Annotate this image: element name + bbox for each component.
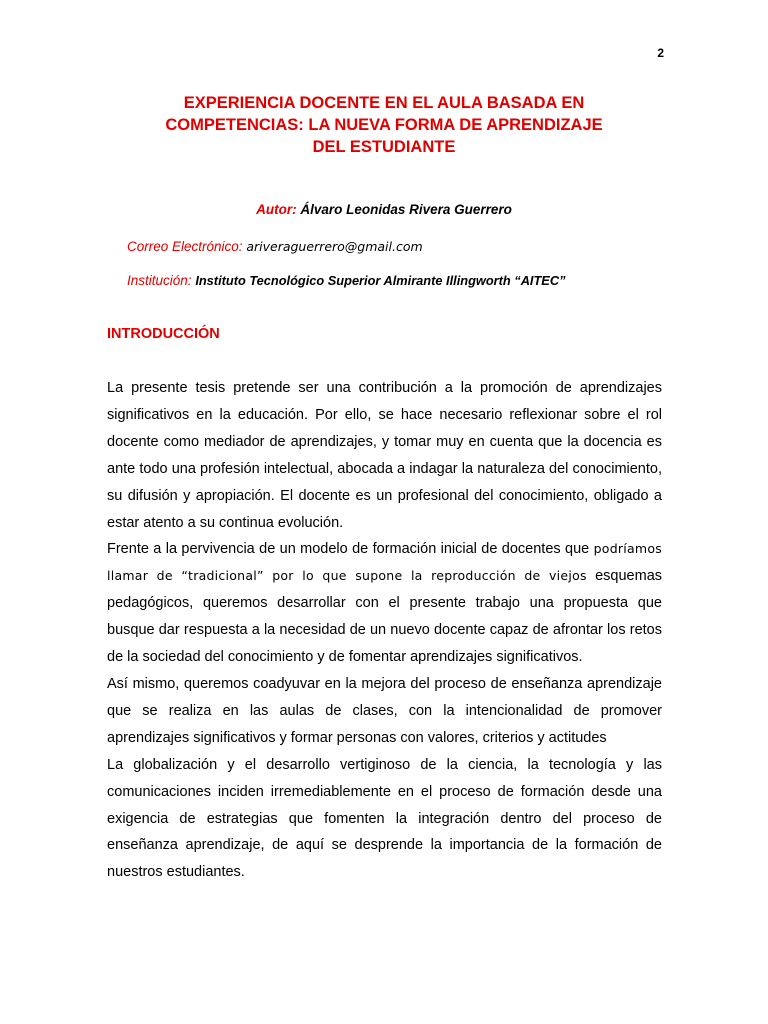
email-value: ariveraguerrero@gmail.com [246,239,423,254]
author-line [100,202,668,217]
paragraph-segment: esquemas pedagógicos, queremos desarrollar con el presente trabajo una propuesta que busque dar respuesta a la necesidad de un nuevo docente capaz de afrontar los retos de la sociedad del conocimiento y de fomentar aprendizajes significativos. [107,568,663,666]
paragraph-segment: Frente a la pervivencia de un modelo de formación inicial de docentes que [107,541,590,558]
paragraph-segment: podríamos llamar de “tradicional” por lo que supone la reproducción de viejos [107,541,663,584]
page-number: 2 [657,46,664,60]
document-title [100,92,668,158]
email-label: Correo Electrónico: [127,239,243,254]
title-line: DEL ESTUDIANTE [312,138,456,156]
paragraph: La presente tesis pretende ser una contribución a la promoción de aprendizajes significativos en la educación. Por ello, se hace necesario reflexionar sobre el rol docente como mediador de aprendizajes, y tomar muy en cuenta que la docencia es ante todo una profesión intelectual, abocada a indagar la naturaleza del conocimiento, su difusión y apropiación. El docente es un profesional del conocimiento, obligado a estar atento a su continua evolución. [107,380,662,531]
title-line: EXPERIENCIA DOCENTE EN EL AULA BASADA EN [183,94,585,112]
paragraph: La globalización y el desarrollo vertiginoso de la ciencia, la tecnología y las comunicaciones inciden irremediablemente en el proceso de formación desde una exigencia de estrategias que fomenten la integración dentro del proceso de enseñanza aprendizaje, de aquí se desprende la importancia de la formación de nuestros estudiantes. [107,756,662,881]
author-name: Álvaro Leonidas Rivera Guerrero [300,202,512,217]
title-line: COMPETENCIAS: LA NUEVA FORMA DE APRENDIZAJE [165,116,603,134]
author-label: Autor: [256,202,297,217]
paragraph: Así mismo, queremos coadyuvar en la mejora del proceso de enseñanza aprendizaje que se realiza en las aulas de clases, con la intencionalidad de promover aprendizajes significativos y formar personas con valores, criterios y actitudes [107,675,662,746]
institution-label: Institución: [127,273,192,288]
paragraph [107,536,662,671]
section-heading: INTRODUCCIÓN [107,326,220,342]
email-line [127,239,423,254]
institution-value: Instituto Tecnológico Superior Almirante Illingworth “AITEC” [195,273,566,288]
body-text [107,375,662,886]
institution-line [127,273,565,288]
